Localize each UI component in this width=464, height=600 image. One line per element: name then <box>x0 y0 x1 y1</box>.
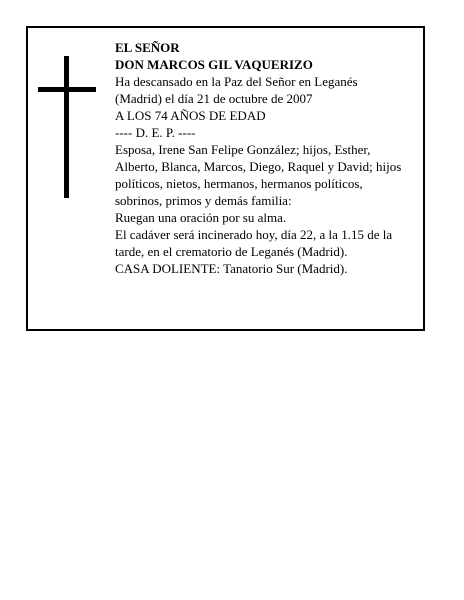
family-line-4: sobrinos, primos y demás familia: <box>115 193 292 208</box>
cross-horizontal-bar <box>38 87 96 92</box>
cross-vertical-bar <box>64 56 69 198</box>
prayer-line: Ruegan una oración por su alma. <box>115 210 287 225</box>
obituary-text <box>115 39 415 277</box>
title-line-1: EL SEÑOR <box>115 40 180 55</box>
cremation-line-1: El cadáver será incinerado hoy, día 22, a la 1.15 de la <box>115 227 393 242</box>
obituary-notice <box>26 26 425 331</box>
mourning-house-line: CASA DOLIENTE: Tanatorio Sur (Madrid). <box>115 261 348 276</box>
rip-line: ---- D. E. P. ---- <box>115 125 196 140</box>
death-date-line-2: (Madrid) el día 21 de octubre de 2007 <box>115 91 313 106</box>
deceased-name: DON MARCOS GIL VAQUERIZO <box>115 57 313 72</box>
family-line-1: Esposa, Irene San Felipe González; hijos, Esther, <box>115 142 371 157</box>
family-line-3: políticos, nietos, hermanos, hermanos políticos, <box>115 176 363 191</box>
age-line: A LOS 74 AÑOS DE EDAD <box>115 108 266 123</box>
death-place-line-1: Ha descansado en la Paz del Señor en Leganés <box>115 74 358 89</box>
family-line-2: Alberto, Blanca, Marcos, Diego, Raquel y David; hijos <box>115 159 402 174</box>
cremation-line-2: tarde, en el crematorio de Leganés (Madrid). <box>115 244 348 259</box>
cross-icon <box>38 56 96 198</box>
